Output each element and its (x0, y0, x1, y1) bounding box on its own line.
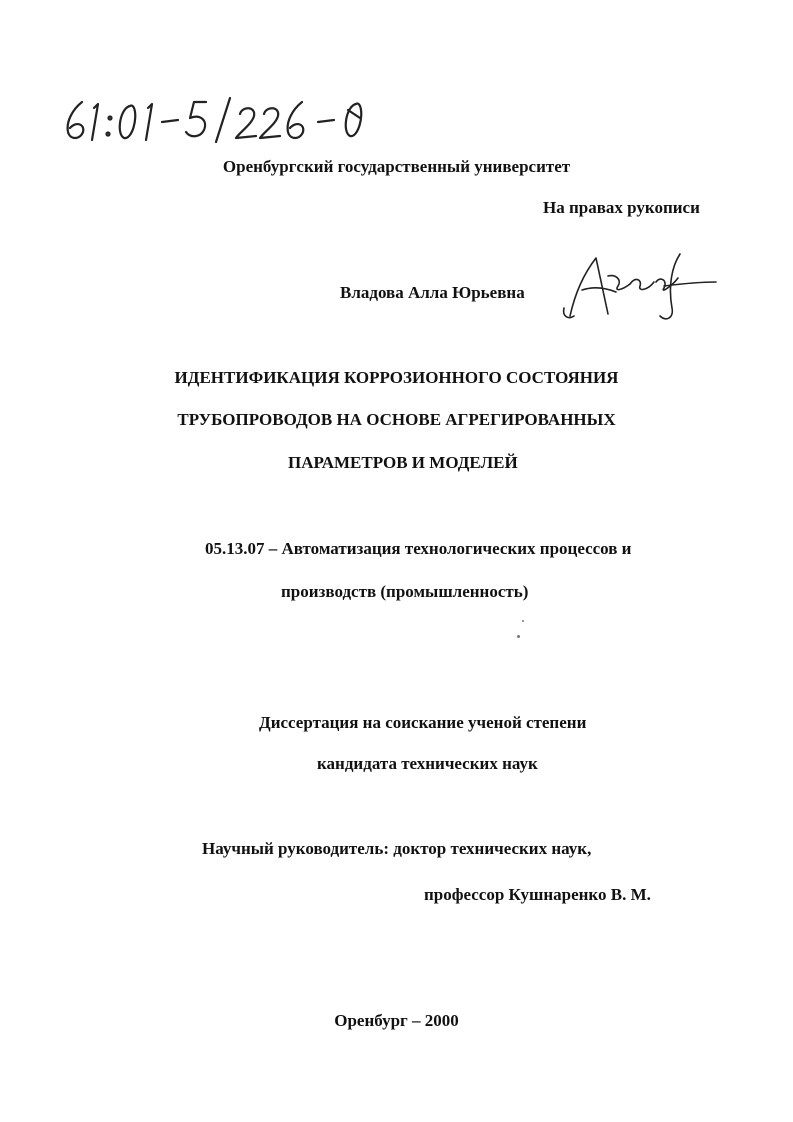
dissertation-line-1: Диссертация на соискание ученой степени (259, 713, 587, 732)
title-line-1: ИДЕНТИФИКАЦИЯ КОРРОЗИОННОГО СОСТОЯНИЯ (174, 368, 619, 387)
handwritten-archive-code (60, 88, 380, 148)
manuscript-rights-note: На правах рукописи (543, 198, 700, 217)
supervisor-line-2: профессор Кушнаренко В. М. (424, 885, 651, 904)
scan-speck (522, 620, 524, 622)
title-line-2: ТРУБОПРОВОДОВ НА ОСНОВЕ АГРЕГИРОВАННЫХ (177, 410, 616, 429)
city-year: Оренбург – 2000 (334, 1011, 459, 1030)
scan-speck (517, 635, 520, 638)
author-signature (560, 246, 720, 326)
specialty-line-1: 05.13.07 – Автоматизация технологических процессов и (205, 539, 632, 558)
author-name: Владова Алла Юрьевна (340, 283, 525, 302)
university-name: Оренбургский государственный университет (222, 157, 571, 176)
specialty-line-2: производств (промышленность) (281, 582, 529, 601)
title-line-3: ПАРАМЕТРОВ И МОДЕЛЕЙ (288, 453, 518, 472)
supervisor-line-1: Научный руководитель: доктор технических наук, (202, 839, 592, 858)
dissertation-line-2: кандидата технических наук (317, 754, 538, 773)
